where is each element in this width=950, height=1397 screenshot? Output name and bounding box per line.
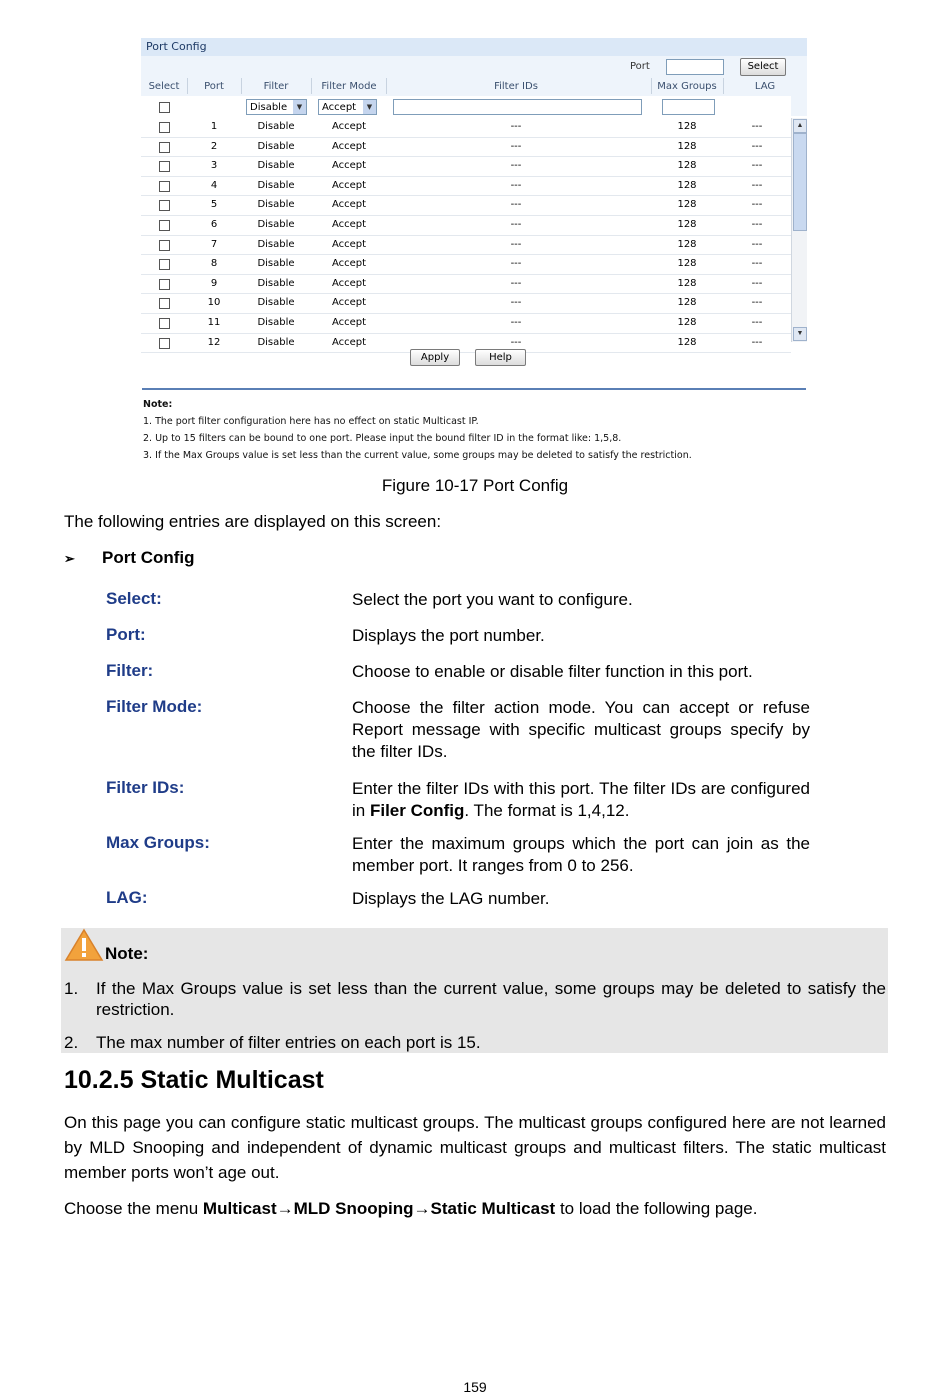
table-row[interactable] [141,334,791,354]
note-title: Note: [105,944,149,963]
figure-note-1: 1. The port filter configuration here has no effect on static Multicast IP. [143,416,479,427]
note-item-text: The max number of filter entries on each port is 15. [96,1033,481,1052]
desc-filter: Choose to enable or disable filter function in this port. [352,662,753,681]
column-header-filter: Filter [263,81,289,92]
cell-filter: Disable [257,336,295,348]
desc-filter-mode: Choose the filter action mode. You can accept or refuse Report message with specific multicast groups specify by the filter IDs. [352,698,810,761]
desc-filter-ids [352,778,810,822]
note-item-number: 2. [64,1033,79,1052]
header-divider [311,78,312,94]
menu-path: Multicast→MLD Snooping→Static Multicast [202,1199,556,1218]
cell-ids: --- [510,218,522,230]
table-row[interactable] [141,196,791,216]
cell-lag: --- [751,297,763,309]
cell-port: 8 [210,258,218,270]
row-select-checkbox[interactable] [159,338,170,349]
cell-mode: Accept [331,140,367,152]
cell-lag: --- [751,140,763,152]
column-header-lag: LAG [754,81,776,92]
select-all-checkbox[interactable] [159,102,170,113]
filer-config-reference: Filer Config [369,801,465,820]
desc-lag: Displays the LAG number. [352,889,550,908]
cell-lag: --- [751,316,763,328]
table-row[interactable] [141,138,791,158]
intro-text: The following entries are displayed on this screen: [64,512,442,531]
row-select-checkbox[interactable] [159,142,170,153]
port-search-input[interactable] [666,59,724,75]
filter-dropdown[interactable] [246,99,307,115]
row-select-checkbox[interactable] [159,122,170,133]
cell-ids: --- [510,160,522,172]
row-select-checkbox[interactable] [159,240,170,251]
table-row[interactable] [141,255,791,275]
row-select-checkbox[interactable] [159,181,170,192]
cell-ids: --- [510,179,522,191]
paragraph-menu-instruction [64,1196,886,1221]
cell-max: 128 [677,336,697,348]
filter-mode-dropdown[interactable] [318,99,377,115]
section-heading [64,548,195,568]
cell-ids: --- [510,238,522,250]
max-groups-input[interactable] [662,99,715,115]
filter-ids-input[interactable] [393,99,642,115]
panel-title: Port Config [141,38,807,56]
cell-mode: Accept [331,258,367,270]
desc-max-groups: Enter the maximum groups which the port can join as the member port. It ranges from 0 to 256. [352,834,810,875]
header-divider [241,78,242,94]
cell-filter: Disable [257,277,295,289]
cell-max: 128 [677,218,697,230]
figure-note-2: 2. Up to 15 filters can be bound to one port. Please input the bound filter ID in the format like: 1,5,8. [143,433,622,444]
cell-lag: --- [751,199,763,211]
cell-ids: --- [510,297,522,309]
row-select-checkbox[interactable] [159,220,170,231]
column-header-select: Select [148,81,180,92]
table-row[interactable] [141,275,791,295]
cell-ids: --- [510,336,522,348]
cell-lag: --- [751,160,763,172]
table-row[interactable] [141,177,791,197]
page-number: 159 [463,1379,487,1395]
table-row[interactable] [141,216,791,236]
term-port: Port: [106,625,146,644]
menu-instruction-text: Choose the menu [64,1199,203,1218]
term-filter-mode: Filter Mode: [106,697,203,716]
port-search-label: Port [630,61,650,72]
note-item-number: 1. [64,979,79,998]
desc-select: Select the port you want to configure. [352,590,633,609]
term-filter-ids: Filter IDs: [106,778,185,797]
help-button[interactable]: Help [475,349,526,366]
arrow-bullet-icon: ➢ [64,551,75,566]
batch-edit-row [141,96,791,118]
cell-port: 9 [210,277,218,289]
table-row[interactable] [141,118,791,138]
cell-filter: Disable [257,121,295,132]
cell-lag: --- [751,258,763,270]
row-select-checkbox[interactable] [159,279,170,290]
cell-port: 3 [210,160,218,172]
cell-port: 2 [210,140,218,152]
apply-button[interactable]: Apply [410,349,460,366]
cell-max: 128 [677,258,697,270]
cell-mode: Accept [331,238,367,250]
cell-lag: --- [751,121,763,132]
cell-lag: --- [751,336,763,348]
cell-mode: Accept [331,218,367,230]
figure-note-3: 3. If the Max Groups value is set less than the current value, some groups may be deleted to satisfy the restriction. [143,450,692,461]
scroll-up-icon[interactable]: ▲ [793,119,807,133]
scroll-down-icon[interactable]: ▼ [793,327,807,341]
cell-mode: Accept [331,277,367,289]
row-select-checkbox[interactable] [159,259,170,270]
cell-filter: Disable [257,140,295,152]
cell-lag: --- [751,238,763,250]
cell-port: 10 [207,297,221,309]
term-lag: LAG: [106,888,148,907]
cell-ids: --- [510,199,522,211]
column-header-filter-ids: Filter IDs [494,81,538,92]
scroll-thumb[interactable] [793,133,807,231]
row-select-checkbox[interactable] [159,200,170,211]
chevron-down-icon: ▼ [293,100,306,114]
cell-port: 6 [210,218,218,230]
cell-max: 128 [677,297,697,309]
table-row[interactable] [141,294,791,314]
cell-ids: --- [510,140,522,152]
figure-notes [143,396,692,464]
column-header-filter-mode: Filter Mode [321,81,377,92]
table-scrollbar[interactable] [791,118,807,342]
cell-filter: Disable [257,179,295,191]
cell-mode: Accept [331,336,367,348]
cell-port: 5 [210,199,218,211]
row-select-checkbox[interactable] [159,298,170,309]
cell-ids: --- [510,316,522,328]
cell-port: 1 [210,121,218,132]
warning-icon [64,928,104,962]
note-box [61,928,888,1053]
chevron-down-icon: ▼ [363,100,376,114]
cell-filter: Disable [257,160,295,172]
desc-filter-ids-format: . The format is 1,4,12. [464,801,630,820]
cell-lag: --- [751,277,763,289]
desc-filter-ids-text: Enter the filter IDs with this port. The filter IDs are configured in [352,779,810,820]
term-filter: Filter: [106,661,154,680]
cell-filter: Disable [257,258,295,270]
header-divider [723,78,724,94]
note-item-text: If the Max Groups value is set less than the current value, some groups may be deleted to satisfy the restriction. [96,979,886,1019]
cell-mode: Accept [331,179,367,191]
term-select: Select: [106,589,162,608]
figure-caption: Figure 10-17 Port Config [381,476,569,495]
filter-mode-dropdown-value: Accept [322,102,357,113]
cell-max: 128 [677,179,697,191]
header-divider [651,78,652,94]
paragraph-static-multicast: On this page you can configure static multicast groups. The multicast groups configured here are not learned by MLD Snooping and independent of dynamic multicast groups and multicast filters. The static multicast member ports won’t age out. [64,1113,886,1182]
cell-port: 4 [210,179,218,191]
header-divider [386,78,387,94]
filter-dropdown-value: Disable [250,102,288,113]
cell-mode: Accept [331,297,367,309]
cell-port: 11 [207,316,221,328]
cell-mode: Accept [331,199,367,211]
port-table-body [141,118,791,353]
cell-port: 12 [207,336,221,348]
cell-filter: Disable [257,316,295,328]
menu-instruction-tail: to load the following page. [555,1199,758,1218]
cell-ids: --- [510,277,522,289]
header-divider [187,78,188,94]
cell-mode: Accept [331,316,367,328]
cell-filter: Disable [257,199,295,211]
cell-filter: Disable [257,218,295,230]
figure-note-title: Note: [143,399,173,410]
cell-max: 128 [677,199,697,211]
cell-max: 128 [677,316,697,328]
cell-mode: Accept [331,160,367,172]
section-title-static-multicast: 10.2.5 Static Multicast [64,1066,324,1094]
cell-lag: --- [751,179,763,191]
cell-port: 7 [210,238,218,250]
column-header-max-groups: Max Groups [657,81,717,92]
cell-mode: Accept [331,121,367,132]
desc-port: Displays the port number. [352,626,545,645]
cell-max: 128 [677,238,697,250]
cell-filter: Disable [257,238,295,250]
cell-filter: Disable [257,297,295,309]
cell-max: 128 [677,160,697,172]
cell-max: 128 [677,277,697,289]
column-header-port: Port [204,81,224,92]
section-heading-text: Port Config [102,548,195,567]
cell-lag: --- [751,218,763,230]
cell-max: 128 [677,121,697,132]
table-row[interactable] [141,236,791,256]
table-row[interactable] [141,157,791,177]
term-max-groups: Max Groups: [106,833,210,852]
table-row[interactable] [141,314,791,334]
row-select-checkbox[interactable] [159,161,170,172]
cell-ids: --- [510,121,522,132]
port-config-screenshot [141,38,807,461]
note-divider [142,388,806,390]
cell-ids: --- [510,258,522,270]
row-select-checkbox[interactable] [159,318,170,329]
cell-max: 128 [677,140,697,152]
select-button[interactable]: Select [740,58,786,76]
